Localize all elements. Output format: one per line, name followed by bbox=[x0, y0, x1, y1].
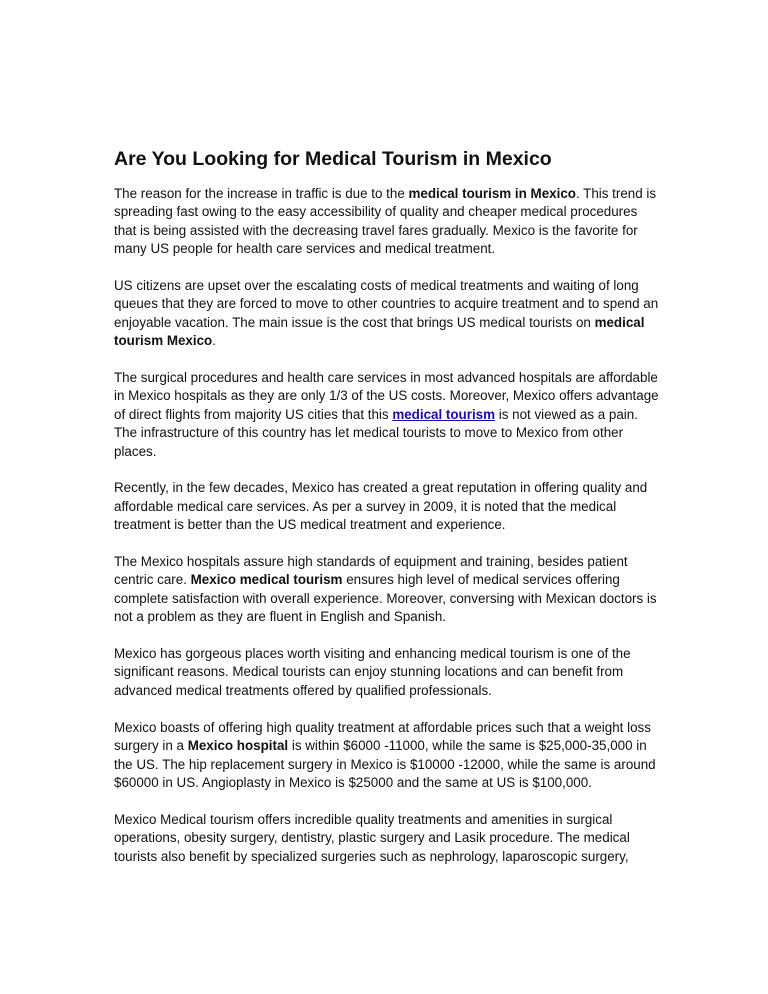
text-segment: US citizens are upset over the escalating costs of medical treatments and waiting of long queues that they are forced to move to other countries to acquire treatment and to spend an enjoyable vacation. The main issue is the cost that brings US medical tourists on bbox=[114, 278, 659, 330]
text-segment: The reason for the increase in traffic is due to the bbox=[114, 186, 409, 201]
paragraph-6 bbox=[114, 645, 659, 700]
bold-phrase: medical tourism Mexico bbox=[114, 314, 645, 349]
paragraph-7 bbox=[114, 719, 659, 793]
paragraph-5 bbox=[114, 553, 659, 627]
paragraph-4 bbox=[114, 479, 659, 534]
paragraph-8 bbox=[114, 811, 659, 866]
bold-phrase: medical tourism in Mexico bbox=[408, 186, 576, 201]
text-segment: ensures high level of medical services offering complete satisfaction with overall experience. Moreover, conversing with Mexican doctors is not a problem as they are fluent in English and Spanish. bbox=[114, 572, 657, 625]
text-segment: Mexico boasts of offering high quality treatment at affordable prices such that a weight loss surgery in a bbox=[114, 719, 651, 754]
text-segment: Mexico has gorgeous places worth visiting and enhancing medical tourism is one of the significant reasons. Medical tourists can enjoy stunning locations and can benefit from advanced medical treatments offered by qualified professionals. bbox=[114, 646, 631, 698]
document-body bbox=[114, 185, 659, 866]
paragraph-1 bbox=[114, 185, 659, 259]
text-segment: is not viewed as a pain. The infrastructure of this country has let medical tourists to move to Mexico from other places. bbox=[114, 406, 638, 459]
bold-phrase: Mexico hospital bbox=[187, 738, 289, 754]
text-segment: Mexico Medical tourism offers incredible quality treatments and amenities in surgical operations, obesity surgery, dentistry, plastic surgery and Lasik procedure. The medical tourists also benefit by specialized surgeries such as nephrology, laparoscopic surgery, bbox=[114, 811, 630, 864]
text-segment: is within $6000 -11000, while the same is $25,000-35,000 in the US. The hip replacement surgery in Mexico is $10000 -12000, while the same is around $60000 in US. Angioplasty in Mexico is $25000 and the same at US is $100,000. bbox=[114, 738, 656, 790]
text-segment: . bbox=[212, 333, 216, 349]
text-segment: The surgical procedures and health care services in most advanced hospitals are affordable in Mexico hospitals as they are only 1/3 of the US costs. Moreover, Mexico offers advantage of direct flights from majority US cities that this bbox=[114, 370, 659, 422]
document-page bbox=[114, 146, 659, 884]
text-segment: Recently, in the few decades, Mexico has created a great reputation in offering quality and affordable medical care services. As per a survey in 2009, it is noted that the medical treatment is better than the US medical treatment and experience. bbox=[114, 480, 648, 533]
paragraph-3 bbox=[114, 369, 659, 461]
medical-tourism-link[interactable]: medical tourism bbox=[392, 406, 496, 422]
text-segment: . This trend is spreading fast owing to the easy accessibility of quality and cheaper medical procedures that is being assisted with the decreasing travel fares gradually. Mexico is the favorite for many US people for health care services and medical treatment. bbox=[114, 186, 657, 257]
document-title: Are You Looking for Medical Tourism in Mexico bbox=[114, 148, 552, 170]
bold-phrase: Mexico medical tourism bbox=[190, 572, 343, 588]
text-segment: The Mexico hospitals assure high standards of equipment and training, besides patient centric care. bbox=[114, 554, 628, 588]
paragraph-2 bbox=[114, 277, 659, 351]
